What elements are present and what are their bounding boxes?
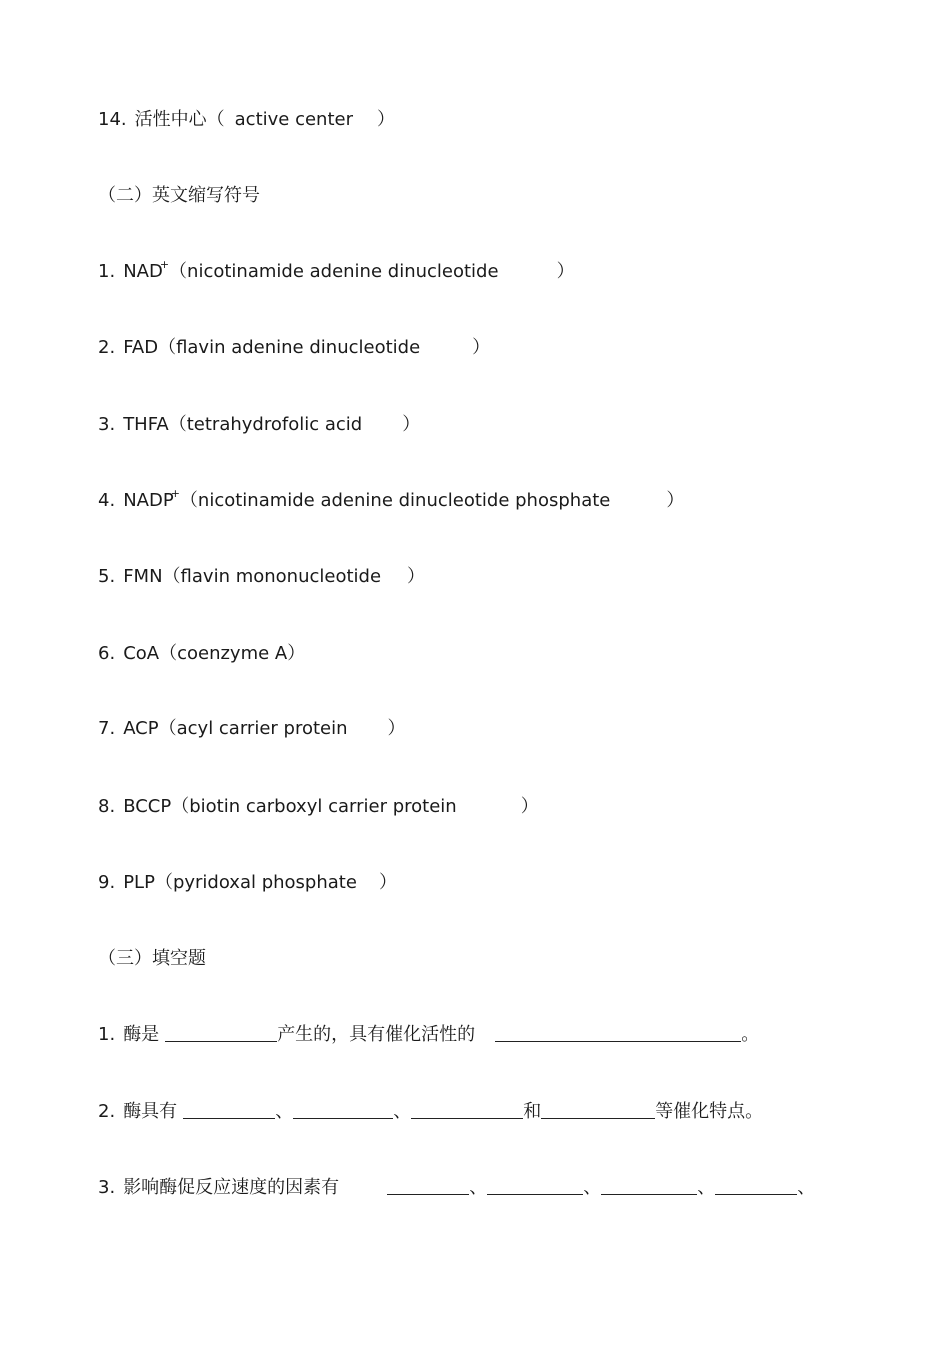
close-paren: ） [520, 796, 539, 817]
abbr: THFA [123, 414, 169, 435]
abbrev-item-8 [98, 795, 539, 819]
abbr: PLP [123, 872, 155, 893]
question-text: 产生的，具有催化活性的 [277, 1024, 476, 1045]
close-paren: ） [387, 718, 406, 739]
answer-blank[interactable] [411, 1100, 523, 1119]
separator: 、 [583, 1177, 602, 1198]
separator: 、 [275, 1101, 294, 1122]
abbrev-item-9 [98, 871, 397, 895]
abbrev-item-4 [98, 489, 684, 515]
open-paren: （ [154, 872, 173, 893]
separator: 、 [797, 1177, 816, 1198]
term-item-14 [98, 108, 395, 132]
section-heading-abbreviations: （二）英文缩写符号 [98, 185, 260, 206]
question-text: 和 [523, 1101, 542, 1122]
item-number: 8. [98, 796, 116, 817]
open-paren: （ [168, 414, 187, 435]
item-number: 14. [98, 109, 127, 130]
abbr: FAD [123, 337, 159, 358]
close-paren: ） [666, 490, 685, 511]
item-number: 2. [98, 337, 116, 358]
question-text: 酶是 [123, 1024, 160, 1045]
item-number: 7. [98, 718, 116, 739]
item-number: 2. [98, 1101, 116, 1122]
fill-question-2 [98, 1100, 763, 1124]
close-paren: ） [287, 643, 306, 664]
abbrev-item-1 [98, 260, 575, 286]
answer-blank[interactable] [487, 1176, 583, 1195]
abbr-full-name: nicotinamide adenine dinucleotide phosphate [197, 490, 611, 511]
open-paren: （ [162, 566, 181, 587]
abbr-full-name: tetrahydrofolic acid [186, 414, 363, 435]
question-text: 影响酶促反应速度的因素有 [123, 1177, 340, 1198]
close-paren: ） [402, 414, 421, 435]
item-number: 1. [98, 1024, 116, 1045]
close-paren: ） [378, 872, 397, 893]
abbr: ACP [123, 718, 159, 739]
close-paren: ） [556, 261, 575, 282]
answer-blank[interactable] [165, 1023, 277, 1042]
separator: 、 [697, 1177, 716, 1198]
term-en: active center [234, 109, 353, 130]
abbr: NADP [123, 490, 174, 511]
abbr-full-name: flavin adenine dinucleotide [176, 337, 421, 358]
abbrev-item-6 [98, 642, 305, 666]
open-paren: （ [158, 718, 177, 739]
open-paren: （ [169, 261, 188, 282]
close-paren: ） [407, 566, 426, 587]
close-paren: ） [377, 109, 395, 130]
abbr-full-name: biotin carboxyl carrier protein [189, 796, 457, 817]
abbrev-item-5 [98, 565, 425, 589]
abbr: CoA [123, 643, 160, 664]
abbr-superscript: + [159, 258, 170, 271]
answer-blank[interactable] [387, 1176, 469, 1195]
separator: 、 [393, 1101, 412, 1122]
separator: 、 [469, 1177, 488, 1198]
open-paren: （ [171, 796, 190, 817]
fill-question-3 [98, 1176, 815, 1200]
open-paren: （ [159, 643, 178, 664]
item-number: 5. [98, 566, 116, 587]
abbrev-item-7 [98, 717, 406, 741]
abbr: FMN [123, 566, 163, 587]
answer-blank[interactable] [601, 1176, 697, 1195]
abbr-superscript: + [170, 487, 180, 500]
answer-blank[interactable] [495, 1023, 741, 1042]
question-text: 等催化特点。 [655, 1101, 764, 1122]
abbr: NAD [123, 261, 163, 282]
item-number: 9. [98, 872, 116, 893]
abbr-full-name: flavin mononucleotide [180, 566, 382, 587]
abbr-full-name: acyl carrier protein [176, 718, 348, 739]
question-text: 。 [741, 1024, 760, 1045]
item-number: 3. [98, 414, 116, 435]
open-paren: （ [179, 490, 198, 511]
abbr-full-name: coenzyme A [177, 643, 288, 664]
answer-blank[interactable] [715, 1176, 797, 1195]
answer-blank[interactable] [293, 1100, 393, 1119]
abbr-full-name: nicotinamide adenine dinucleotide [187, 261, 499, 282]
fill-question-1 [98, 1023, 759, 1047]
close-paren: ） [472, 337, 491, 358]
abbrev-item-3 [98, 413, 420, 437]
answer-blank[interactable] [541, 1100, 655, 1119]
abbr: BCCP [123, 796, 172, 817]
abbrev-item-2 [98, 336, 490, 360]
item-number: 1. [98, 261, 116, 282]
question-text: 酶具有 [123, 1101, 178, 1122]
item-number: 6. [98, 643, 116, 664]
open-paren: （ [158, 337, 177, 358]
section-heading-fill-in: （三）填空题 [98, 948, 206, 969]
abbr-full-name: pyridoxal phosphate [172, 872, 357, 893]
answer-blank[interactable] [183, 1100, 275, 1119]
term-zh: 活性中心（ [134, 109, 225, 130]
item-number: 4. [98, 490, 116, 511]
item-number: 3. [98, 1177, 116, 1198]
